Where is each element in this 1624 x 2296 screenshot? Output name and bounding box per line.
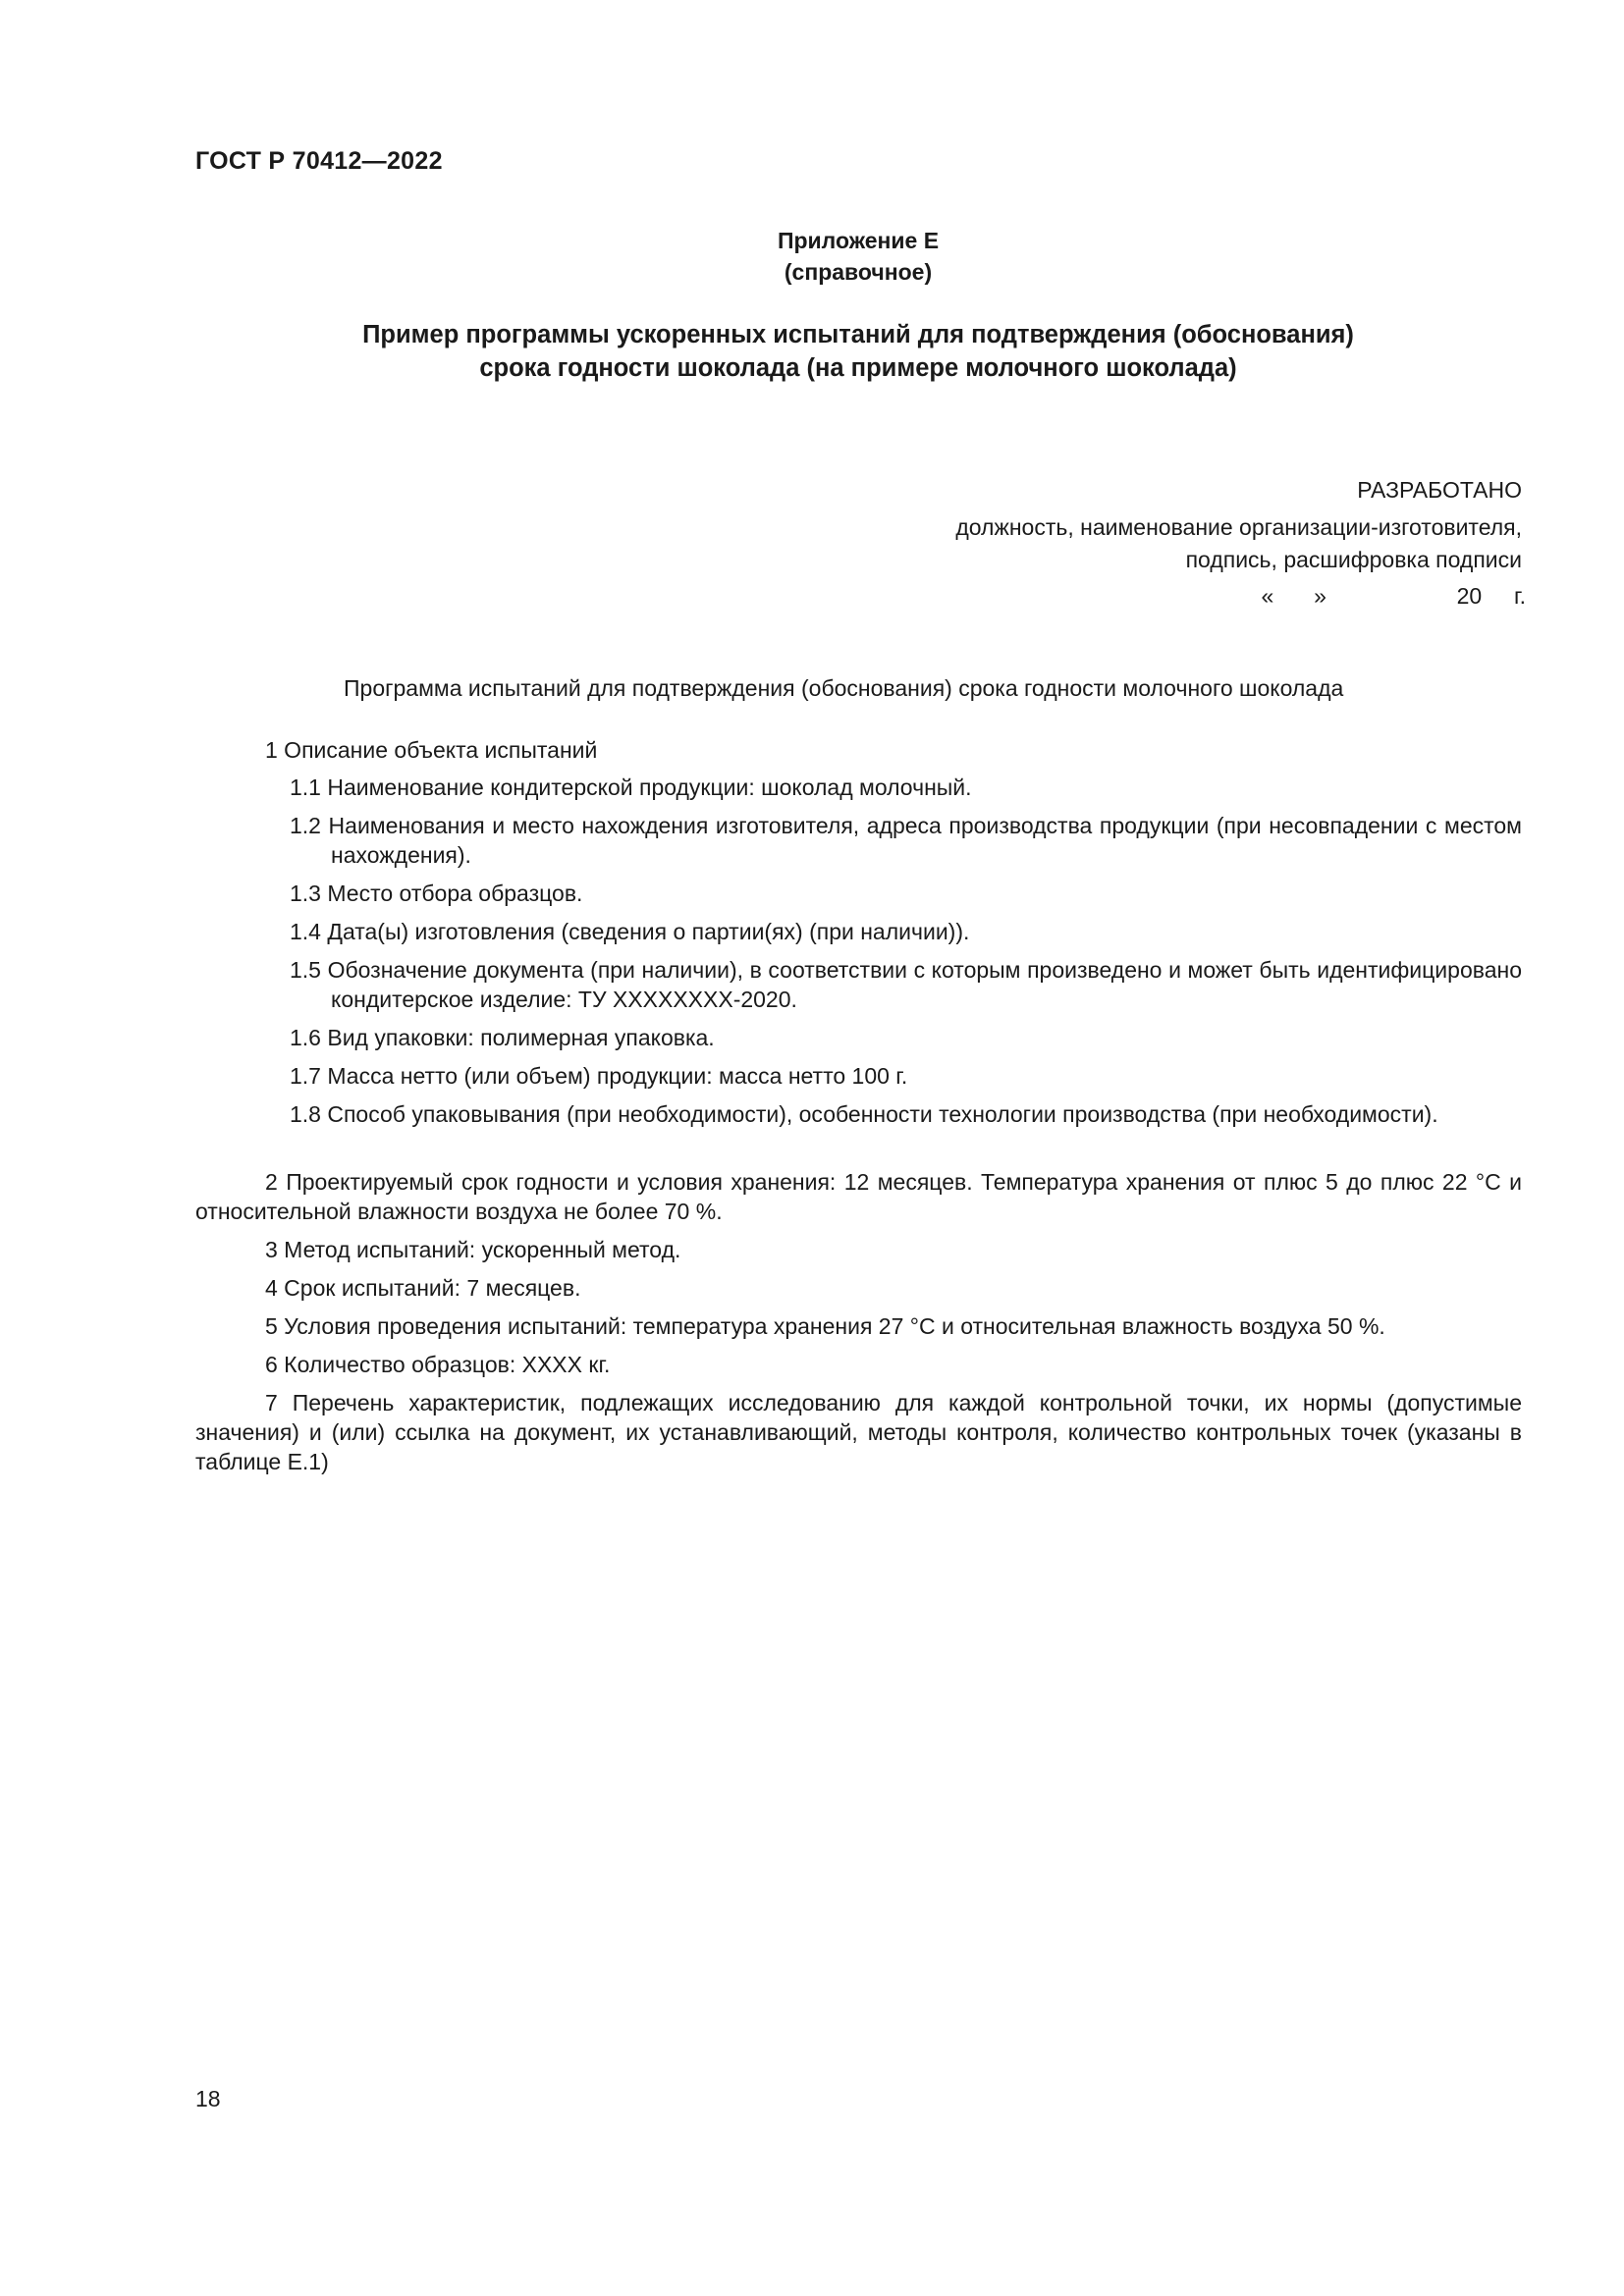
- document-title-line-2: срока годности шоколада (на примере молочного шоколада): [479, 354, 1237, 382]
- section-item-1-8: 1.8 Способ упаковывания (при необходимости), особенности технологии производства (при необходимости).: [290, 1101, 1438, 1127]
- approval-date-line: [1261, 583, 1526, 610]
- program-title: Программа испытаний для подтверждения (обоснования) срока годности молочного шоколада: [344, 675, 1344, 701]
- approval-position-line: должность, наименование организации-изготовителя,: [955, 514, 1522, 540]
- approval-signature-line: подпись, расшифровка подписи: [1185, 547, 1522, 572]
- standard-code: ГОСТ Р 70412—2022: [195, 147, 443, 175]
- section-item-1-4: 1.4 Дата(ы) изготовления (сведения о партии(ях) (при наличии)).: [290, 919, 970, 944]
- date-quote-close: »: [1314, 583, 1326, 609]
- page-number: 18: [195, 2086, 221, 2111]
- section-1-heading: 1 Описание объекта испытаний: [265, 737, 598, 763]
- paragraph-2: 2 Проектируемый срок годности и условия хранения: 12 месяцев. Температура хранения от плюс 5 до плюс 22 °С и относительной влажности воздуха не более 70 %.: [195, 1169, 1522, 1224]
- date-year-suffix: г.: [1514, 583, 1526, 609]
- paragraph-5: 5 Условия проведения испытаний: температура хранения 27 °С и относительная влажность воздуха 50 %.: [265, 1313, 1385, 1339]
- section-item-1-6: 1.6 Вид упаковки: полимерная упаковка.: [290, 1025, 715, 1050]
- section-item-1-5: 1.5 Обозначение документа (при наличии), в соответствии с которым произведено и может быть идентифицировано кондитерское изделие: ТУ XXXXXXXX-2020.: [290, 957, 1522, 1012]
- section-item-1-3: 1.3 Место отбора образцов.: [290, 881, 583, 906]
- section-item-1-1: 1.1 Наименование кондитерской продукции: шоколад молочный.: [290, 774, 972, 800]
- annex-label: Приложение Е: [777, 228, 940, 253]
- paragraph-7: 7 Перечень характеристик, подлежащих исследованию для каждой контрольной точки, их нормы (допустимые значения) и (или) ссылка на документ, их устанавливающий, методы контроля, количество контрольных точек (указаны в таблице Е.1): [195, 1390, 1522, 1474]
- section-item-1-7: 1.7 Масса нетто (или объем) продукции: масса нетто 100 г.: [290, 1063, 908, 1089]
- paragraph-4: 4 Срок испытаний: 7 месяцев.: [265, 1275, 581, 1301]
- date-year: 20: [1456, 583, 1483, 609]
- date-quote-open: «: [1261, 583, 1274, 609]
- paragraph-6: 6 Количество образцов: XXXX кг.: [265, 1352, 611, 1377]
- paragraph-3: 3 Метод испытаний: ускоренный метод.: [265, 1237, 681, 1262]
- annex-type: (справочное): [784, 259, 933, 285]
- section-item-1-2: 1.2 Наименования и место нахождения изготовителя, адреса производства продукции (при несовпадении с местом нахождения).: [290, 813, 1522, 868]
- approval-heading: РАЗРАБОТАНО: [1357, 477, 1522, 503]
- document-title-line-1: Пример программы ускоренных испытаний для подтверждения (обоснования): [362, 321, 1354, 348]
